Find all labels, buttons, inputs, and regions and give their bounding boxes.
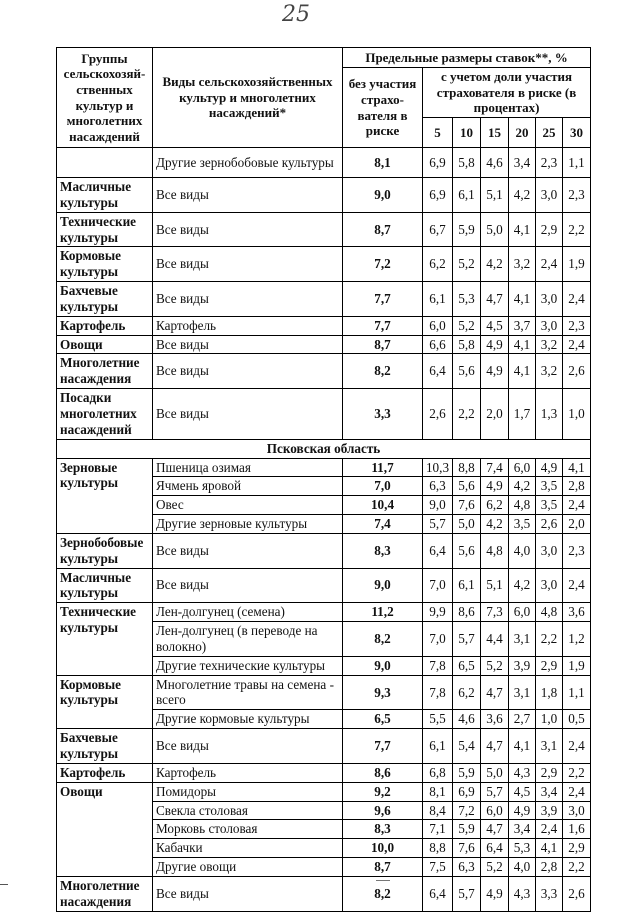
rate-cell: 6,2 xyxy=(453,675,481,710)
rate-cell: 6,0 xyxy=(481,801,509,820)
rate-cell: 6,9 xyxy=(423,148,453,178)
rate-cell: 6,4 xyxy=(481,839,509,858)
type-cell: Пшеница озимая xyxy=(153,458,343,477)
rate-cell: 5,6 xyxy=(453,354,481,389)
base-rate-cell: 9,0 xyxy=(343,568,423,603)
rate-cell: 6,0 xyxy=(509,458,536,477)
table-row xyxy=(57,178,591,213)
insurance-rate-table xyxy=(56,47,591,912)
base-rate-cell: 10,4 xyxy=(343,496,423,515)
type-cell: Помидоры xyxy=(153,782,343,801)
rate-cell: 8,1 xyxy=(423,782,453,801)
rate-cell: 4,8 xyxy=(481,533,509,568)
rate-cell: 6,2 xyxy=(481,496,509,515)
rate-cell: 6,1 xyxy=(423,729,453,764)
rate-cell: 5,6 xyxy=(453,477,481,496)
rate-cell: 4,2 xyxy=(509,568,536,603)
header-base: без участия страхо-вателя в риске xyxy=(343,68,423,148)
rate-cell: 7,1 xyxy=(423,820,453,839)
rate-cell: 2,2 xyxy=(563,212,591,247)
rate-cell: 2,4 xyxy=(536,247,563,282)
type-cell: Морковь столовая xyxy=(153,820,343,839)
rate-cell: 3,5 xyxy=(536,477,563,496)
table-row xyxy=(57,729,591,764)
rate-cell: 6,1 xyxy=(423,282,453,317)
rate-cell: 4,2 xyxy=(509,477,536,496)
rate-cell: 5,9 xyxy=(453,763,481,782)
rate-cell: 5,4 xyxy=(453,729,481,764)
rate-cell: 2,2 xyxy=(536,622,563,657)
group-cell: Технические культуры xyxy=(57,603,153,675)
rate-cell: 1,8 xyxy=(536,675,563,710)
group-cell: Овощи xyxy=(57,782,153,876)
rate-cell: 2,6 xyxy=(536,515,563,534)
rate-cell: 3,5 xyxy=(536,496,563,515)
rate-cell: 4,7 xyxy=(481,729,509,764)
rate-cell: 4,5 xyxy=(509,782,536,801)
rate-cell: 6,0 xyxy=(509,603,536,622)
scan-mark xyxy=(376,880,390,881)
rate-cell: 4,9 xyxy=(481,354,509,389)
rate-cell: 8,4 xyxy=(423,801,453,820)
rate-cell: 0,5 xyxy=(563,710,591,729)
rate-cell: 1,1 xyxy=(563,148,591,178)
header-share-value: 25 xyxy=(536,118,563,148)
table-row xyxy=(57,603,591,622)
group-cell xyxy=(57,148,153,178)
base-rate-cell: 9,0 xyxy=(343,656,423,675)
rate-cell: 5,2 xyxy=(453,316,481,335)
rate-cell: 6,5 xyxy=(453,656,481,675)
base-rate-cell: 8,1 xyxy=(343,148,423,178)
table-row xyxy=(57,876,591,911)
table-row xyxy=(57,316,591,335)
rate-cell: 2,4 xyxy=(563,729,591,764)
header-limits: Предельные размеры ставок**, % xyxy=(343,48,591,68)
rate-cell: 5,2 xyxy=(481,656,509,675)
rate-cell: 7,0 xyxy=(423,568,453,603)
rate-cell: 4,2 xyxy=(509,178,536,213)
rate-cell: 6,1 xyxy=(453,178,481,213)
type-cell: Картофель xyxy=(153,316,343,335)
rate-cell: 3,4 xyxy=(509,148,536,178)
type-cell: Другие зернобобовые культуры xyxy=(153,148,343,178)
rate-cell: 4,1 xyxy=(536,839,563,858)
rate-cell: 5,8 xyxy=(453,148,481,178)
rate-cell: 3,0 xyxy=(536,568,563,603)
rate-cell: 3,3 xyxy=(536,876,563,911)
base-rate-cell: 8,2 xyxy=(343,354,423,389)
rate-cell: 4,1 xyxy=(563,458,591,477)
rate-cell: 3,0 xyxy=(536,533,563,568)
rate-cell: 6,4 xyxy=(423,876,453,911)
base-rate-cell: 9,6 xyxy=(343,801,423,820)
rate-cell: 6,3 xyxy=(453,858,481,877)
rate-cell: 1,9 xyxy=(563,247,591,282)
rate-cell: 4,1 xyxy=(509,729,536,764)
group-cell: Зернобобовые культуры xyxy=(57,533,153,568)
group-cell: Кормовые культуры xyxy=(57,675,153,729)
table-row xyxy=(57,212,591,247)
base-rate-cell: 8,3 xyxy=(343,820,423,839)
base-rate-cell: 8,3 xyxy=(343,533,423,568)
rate-cell: 7,8 xyxy=(423,675,453,710)
rate-cell: 2,9 xyxy=(536,656,563,675)
group-cell: Масличные культуры xyxy=(57,178,153,213)
rate-cell: 4,2 xyxy=(481,247,509,282)
rate-cell: 4,1 xyxy=(509,282,536,317)
rate-cell: 6,9 xyxy=(423,178,453,213)
base-rate-cell: 8,7 xyxy=(343,335,423,354)
group-cell: Бахчевые культуры xyxy=(57,282,153,317)
rate-cell: 3,0 xyxy=(536,316,563,335)
group-cell: Масличные культуры xyxy=(57,568,153,603)
rate-cell: 3,0 xyxy=(563,801,591,820)
scan-mark xyxy=(0,884,8,885)
type-cell: Другие кормовые культуры xyxy=(153,710,343,729)
rate-cell: 6,3 xyxy=(423,477,453,496)
rate-cell: 1,1 xyxy=(563,675,591,710)
group-cell: Картофель xyxy=(57,763,153,782)
rate-cell: 3,6 xyxy=(481,710,509,729)
rate-cell: 7,8 xyxy=(423,656,453,675)
rate-cell: 2,8 xyxy=(536,858,563,877)
type-cell: Лен-долгунец (семена) xyxy=(153,603,343,622)
base-rate-cell: 9,3 xyxy=(343,675,423,710)
rate-cell: 3,1 xyxy=(509,675,536,710)
header-share-value: 10 xyxy=(453,118,481,148)
rate-cell: 7,4 xyxy=(481,458,509,477)
rate-cell: 2,4 xyxy=(563,496,591,515)
rate-cell: 2,3 xyxy=(563,178,591,213)
base-rate-cell: 7,7 xyxy=(343,316,423,335)
type-cell: Другие овощи xyxy=(153,858,343,877)
rate-cell: 4,7 xyxy=(481,675,509,710)
rate-cell: 2,2 xyxy=(563,763,591,782)
rate-cell: 1,9 xyxy=(563,656,591,675)
group-cell: Кормовые культуры xyxy=(57,247,153,282)
rate-cell: 5,6 xyxy=(453,533,481,568)
rate-cell: 5,0 xyxy=(481,212,509,247)
group-cell: Овощи xyxy=(57,335,153,354)
rate-cell: 5,7 xyxy=(453,622,481,657)
type-cell: Все виды xyxy=(153,247,343,282)
table-row xyxy=(57,675,591,710)
base-rate-cell: 7,0 xyxy=(343,477,423,496)
rate-cell: 4,1 xyxy=(509,335,536,354)
rate-cell: 8,6 xyxy=(453,603,481,622)
rate-cell: 2,4 xyxy=(536,820,563,839)
type-cell: Кабачки xyxy=(153,839,343,858)
rate-cell: 4,1 xyxy=(509,354,536,389)
rate-cell: 2,9 xyxy=(563,839,591,858)
rate-cell: 4,9 xyxy=(481,876,509,911)
rate-cell: 3,6 xyxy=(563,603,591,622)
rate-cell: 3,2 xyxy=(509,247,536,282)
rate-cell: 2,9 xyxy=(536,763,563,782)
region-row xyxy=(57,439,591,458)
rate-cell: 6,2 xyxy=(423,247,453,282)
rate-cell: 6,4 xyxy=(423,533,453,568)
rate-cell: 4,9 xyxy=(481,477,509,496)
base-rate-cell: 8,7 xyxy=(343,212,423,247)
rate-cell: 5,3 xyxy=(509,839,536,858)
type-cell: Овес xyxy=(153,496,343,515)
group-cell: Посадки многолетних насаждений xyxy=(57,389,153,440)
rate-cell: 8,8 xyxy=(453,458,481,477)
rate-cell: 4,6 xyxy=(453,710,481,729)
rate-cell: 4,8 xyxy=(536,603,563,622)
rate-cell: 7,6 xyxy=(453,496,481,515)
rate-cell: 3,1 xyxy=(509,622,536,657)
type-cell: Все виды xyxy=(153,389,343,440)
group-cell: Картофель xyxy=(57,316,153,335)
type-cell: Все виды xyxy=(153,354,343,389)
type-cell: Все виды xyxy=(153,729,343,764)
header-types: Виды сельскохозяйственных культур и многолетних насаждений* xyxy=(153,48,343,148)
type-cell: Все виды xyxy=(153,178,343,213)
base-rate-cell: 8,2 xyxy=(343,622,423,657)
table-row xyxy=(57,148,591,178)
rate-cell: 4,2 xyxy=(481,515,509,534)
type-cell: Лен-долгунец (в переводе на волокно) xyxy=(153,622,343,657)
base-rate-cell: 6,5 xyxy=(343,710,423,729)
type-cell: Ячмень яровой xyxy=(153,477,343,496)
rate-cell: 5,5 xyxy=(423,710,453,729)
rate-cell: 9,9 xyxy=(423,603,453,622)
base-rate-cell: 7,7 xyxy=(343,282,423,317)
rate-cell: 5,2 xyxy=(453,247,481,282)
rate-cell: 6,0 xyxy=(423,316,453,335)
base-rate-cell: 11,7 xyxy=(343,458,423,477)
type-cell: Свекла столовая xyxy=(153,801,343,820)
rate-cell: 2,6 xyxy=(563,354,591,389)
rate-cell: 6,9 xyxy=(453,782,481,801)
rate-cell: 4,1 xyxy=(509,212,536,247)
rate-cell: 6,7 xyxy=(423,212,453,247)
rate-cell: 2,3 xyxy=(563,316,591,335)
table-body xyxy=(57,148,591,912)
table-row xyxy=(57,568,591,603)
rate-cell: 2,9 xyxy=(536,212,563,247)
header-share-value: 20 xyxy=(509,118,536,148)
group-cell: Многолетние насаждения xyxy=(57,876,153,911)
rate-cell: 6,6 xyxy=(423,335,453,354)
header-groups: Группы сельскохозяй-ственных культур и многолетних насаждений xyxy=(57,48,153,148)
rate-cell: 5,2 xyxy=(481,858,509,877)
group-cell: Многолетние насаждения xyxy=(57,354,153,389)
rate-cell: 5,1 xyxy=(481,568,509,603)
base-rate-cell: 9,0 xyxy=(343,178,423,213)
group-cell: Бахчевые культуры xyxy=(57,729,153,764)
type-cell: Все виды xyxy=(153,533,343,568)
rate-cell: 2,2 xyxy=(563,858,591,877)
type-cell: Многолетние травы на семена - всего xyxy=(153,675,343,710)
rate-cell: 5,0 xyxy=(453,515,481,534)
rate-cell: 6,1 xyxy=(453,568,481,603)
page-number: 25 xyxy=(282,2,310,27)
rate-cell: 5,3 xyxy=(453,282,481,317)
rate-cell: 2,4 xyxy=(563,782,591,801)
type-cell: Все виды xyxy=(153,335,343,354)
rate-cell: 6,4 xyxy=(423,354,453,389)
table-row xyxy=(57,533,591,568)
base-rate-cell: 8,2 xyxy=(343,876,423,911)
rate-cell: 4,9 xyxy=(536,458,563,477)
rate-cell: 7,5 xyxy=(423,858,453,877)
type-cell: Другие зерновые культуры xyxy=(153,515,343,534)
table-row xyxy=(57,335,591,354)
rate-cell: 6,8 xyxy=(423,763,453,782)
rate-cell: 5,9 xyxy=(453,820,481,839)
rate-cell: 9,0 xyxy=(423,496,453,515)
type-cell: Все виды xyxy=(153,282,343,317)
rate-cell: 1,0 xyxy=(536,710,563,729)
rate-cell: 1,0 xyxy=(563,389,591,440)
rate-cell: 5,7 xyxy=(453,876,481,911)
table-row xyxy=(57,458,591,477)
rate-cell: 3,9 xyxy=(536,801,563,820)
rate-cell: 2,4 xyxy=(563,568,591,603)
rate-cell: 7,3 xyxy=(481,603,509,622)
rate-cell: 3,9 xyxy=(509,656,536,675)
base-rate-cell: 7,2 xyxy=(343,247,423,282)
rate-cell: 5,7 xyxy=(481,782,509,801)
base-rate-cell: 8,6 xyxy=(343,763,423,782)
rate-cell: 1,7 xyxy=(509,389,536,440)
rate-cell: 2,7 xyxy=(509,710,536,729)
type-cell: Все виды xyxy=(153,212,343,247)
rate-cell: 8,8 xyxy=(423,839,453,858)
rate-cell: 4,0 xyxy=(509,858,536,877)
header-share-value: 30 xyxy=(563,118,591,148)
rate-cell: 5,8 xyxy=(453,335,481,354)
rate-cell: 7,0 xyxy=(423,622,453,657)
rate-cell: 3,1 xyxy=(536,729,563,764)
rate-cell: 3,2 xyxy=(536,354,563,389)
table-row xyxy=(57,389,591,440)
rate-cell: 7,6 xyxy=(453,839,481,858)
table-row xyxy=(57,354,591,389)
rate-cell: 2,6 xyxy=(563,876,591,911)
region-title: Псковская область xyxy=(57,439,591,458)
rate-cell: 2,3 xyxy=(536,148,563,178)
group-cell: Технические культуры xyxy=(57,212,153,247)
rate-cell: 4,5 xyxy=(481,316,509,335)
table-row xyxy=(57,247,591,282)
header-share-value: 5 xyxy=(423,118,453,148)
rate-cell: 5,1 xyxy=(481,178,509,213)
base-rate-cell: 3,3 xyxy=(343,389,423,440)
rate-cell: 3,4 xyxy=(536,782,563,801)
rate-cell: 5,0 xyxy=(481,763,509,782)
rate-cell: 3,0 xyxy=(536,178,563,213)
table-row xyxy=(57,282,591,317)
rate-cell: 2,0 xyxy=(563,515,591,534)
rate-cell: 1,2 xyxy=(563,622,591,657)
rate-cell: 4,3 xyxy=(509,763,536,782)
rate-cell: 5,7 xyxy=(423,515,453,534)
rate-cell: 4,3 xyxy=(509,876,536,911)
table-row xyxy=(57,763,591,782)
group-cell: Зерновые культуры xyxy=(57,458,153,533)
table-row xyxy=(57,782,591,801)
rate-cell: 2,4 xyxy=(563,282,591,317)
rate-cell: 10,3 xyxy=(423,458,453,477)
rate-cell: 2,6 xyxy=(423,389,453,440)
base-rate-cell: 11,2 xyxy=(343,603,423,622)
type-cell: Все виды xyxy=(153,876,343,911)
rate-cell: 2,2 xyxy=(453,389,481,440)
rate-cell: 5,9 xyxy=(453,212,481,247)
header-share-value: 15 xyxy=(481,118,509,148)
rate-cell: 3,7 xyxy=(509,316,536,335)
rate-cell: 4,9 xyxy=(481,335,509,354)
type-cell: Все виды xyxy=(153,568,343,603)
rate-cell: 2,4 xyxy=(563,335,591,354)
type-cell: Картофель xyxy=(153,763,343,782)
rate-cell: 4,8 xyxy=(509,496,536,515)
rate-cell: 4,7 xyxy=(481,282,509,317)
rate-cell: 4,9 xyxy=(509,801,536,820)
header-share: с учетом доли участия страхователя в риске (в процентах) xyxy=(423,68,591,118)
rate-cell: 4,7 xyxy=(481,820,509,839)
rate-cell: 3,4 xyxy=(509,820,536,839)
rate-cell: 2,3 xyxy=(563,533,591,568)
base-rate-cell: 9,2 xyxy=(343,782,423,801)
rate-cell: 3,5 xyxy=(509,515,536,534)
rate-cell: 2,0 xyxy=(481,389,509,440)
base-rate-cell: 10,0 xyxy=(343,839,423,858)
rate-cell: 1,6 xyxy=(563,820,591,839)
base-rate-cell: 7,7 xyxy=(343,729,423,764)
rate-cell: 3,0 xyxy=(536,282,563,317)
type-cell: Другие технические культуры xyxy=(153,656,343,675)
rate-cell: 4,6 xyxy=(481,148,509,178)
rate-cell: 7,2 xyxy=(453,801,481,820)
rate-cell: 1,3 xyxy=(536,389,563,440)
base-rate-cell: 7,4 xyxy=(343,515,423,534)
rate-cell: 3,2 xyxy=(536,335,563,354)
rate-cell: 4,4 xyxy=(481,622,509,657)
rate-cell: 2,8 xyxy=(563,477,591,496)
rate-cell: 4,0 xyxy=(509,533,536,568)
base-rate-cell: 8,7 xyxy=(343,858,423,877)
